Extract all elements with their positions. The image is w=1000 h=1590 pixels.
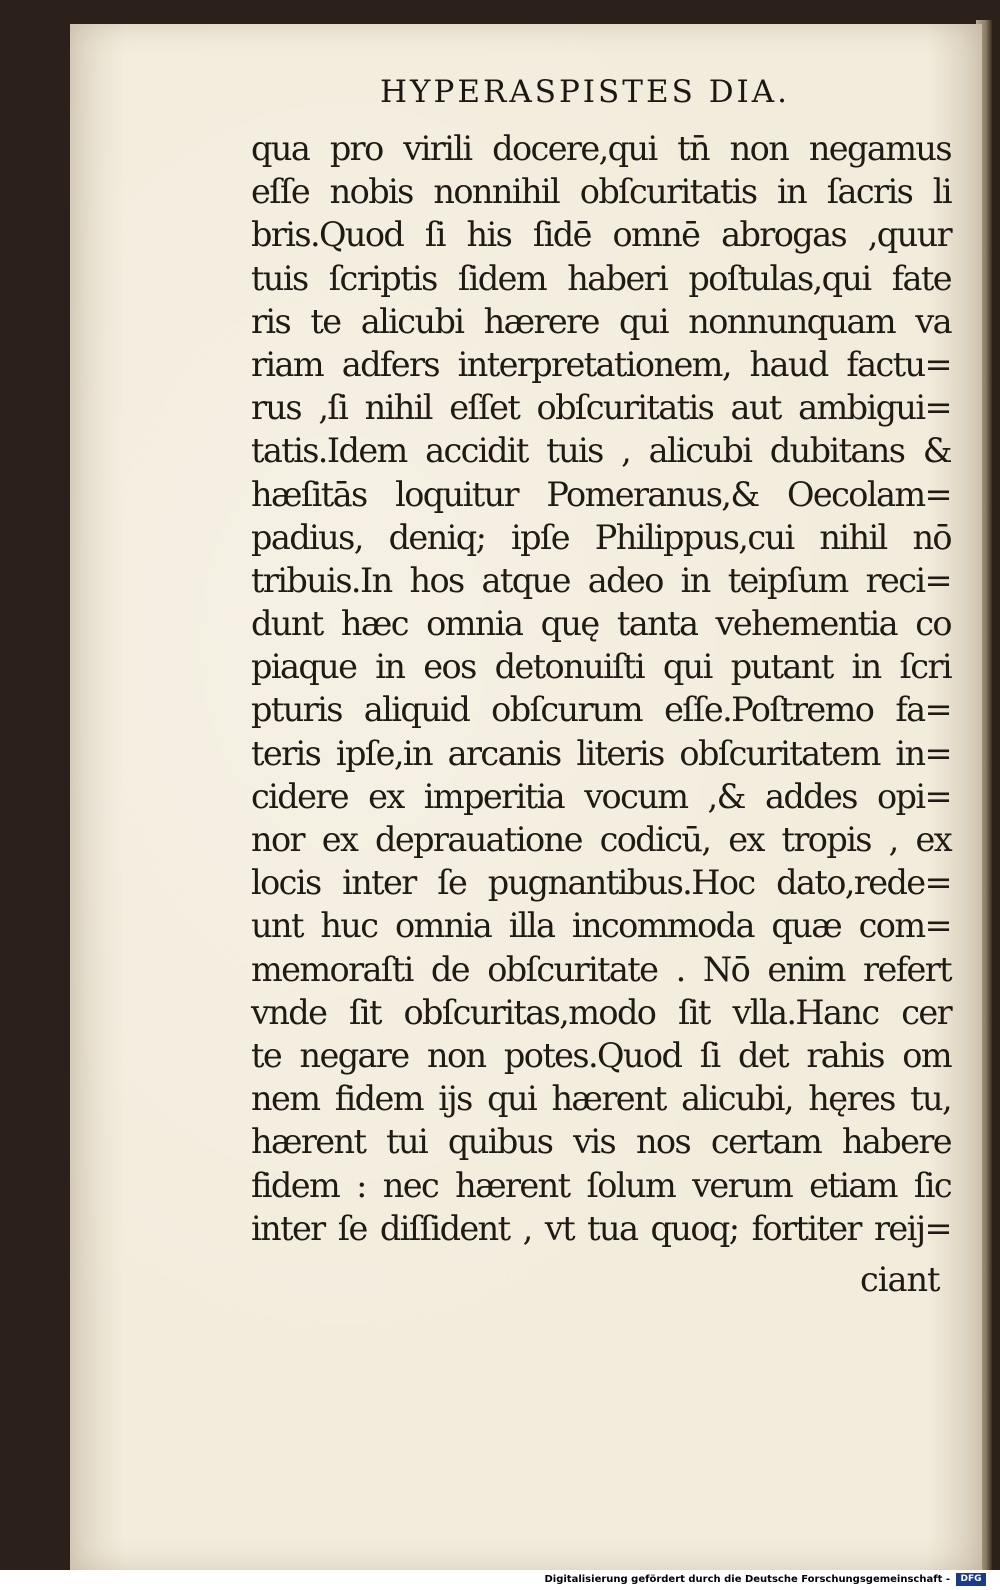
dfg-logo: DFG bbox=[956, 1573, 986, 1586]
text-line: tatis.Idem accidit tuis , alicubi dubitans & bbox=[251, 431, 951, 471]
text-line: ris te alicubi hærere qui nonnunquam va bbox=[251, 301, 951, 341]
digitization-note: Digitalisierung gefördert durch die Deutsche Forschungsgemeinschaft - bbox=[544, 1574, 950, 1585]
text-line: fidem : nec hærent ſolum verum etiam ſic bbox=[251, 1165, 951, 1205]
text-line: hæſitās loquitur Pomeranus,& Oecolam= bbox=[251, 474, 951, 514]
text-line: hærent tui quibus vis nos certam habere bbox=[251, 1122, 951, 1162]
text-line: dunt hæc omnia quę tanta vehementia co bbox=[251, 604, 951, 644]
text-line: pturis aliquid obſcurum eſſe.Poſtremo fa= bbox=[251, 690, 951, 730]
text-line: padius, deniq; ipſe Philippus,cui nihil nō bbox=[251, 517, 951, 557]
text-line: te negare non potes.Quod ſi det rahis om bbox=[251, 1035, 951, 1075]
text-line: nem fidem ijs qui hærent alicubi, hęres tu, bbox=[251, 1079, 951, 1119]
body-text bbox=[251, 127, 951, 1250]
text-line: memoraſti de obſcuritate . Nō enim refert bbox=[251, 949, 951, 989]
catchword: ciant bbox=[860, 1260, 940, 1299]
text-line: eſſe nobis nonnihil obſcuritatis in ſacris li bbox=[251, 172, 951, 212]
running-head: HYPERASPISTES DIA. bbox=[380, 74, 791, 110]
text-line: teris ipſe,in arcanis literis obſcuritatem in= bbox=[251, 733, 951, 773]
text-line: rus ,ſi nihil eſſet obſcuritatis aut ambigui= bbox=[251, 388, 951, 428]
text-line: tribuis.In hos atque adeo in teipſum reci= bbox=[251, 560, 951, 600]
text-line: tuis ſcriptis ſidem haberi poſtulas,qui fate bbox=[251, 258, 951, 298]
text-line: cidere ex imperitia vocum ,& addes opi= bbox=[251, 776, 951, 816]
text-line: locis inter ſe pugnantibus.Hoc dato,rede= bbox=[251, 863, 951, 903]
text-line: piaque in eos detonuiſti qui putant in ſcri bbox=[251, 647, 951, 687]
text-line: riam adfers interpretationem, haud factu= bbox=[251, 344, 951, 384]
text-line: inter ſe diſſident , vt tua quoq; fortiter reij= bbox=[251, 1208, 951, 1248]
text-line: qua pro virili docere,qui tn̄ non negamus bbox=[251, 129, 951, 168]
text-line: nor ex deprauatione codicū, ex tropis , ex bbox=[251, 820, 951, 859]
text-line: vnde ſit obſcuritas,modo ſit vlla.Hanc cer bbox=[251, 992, 951, 1032]
text-line: unt huc omnia illa incommoda quæ com= bbox=[251, 906, 951, 946]
text-line: bris.Quod ſi his ſidē omnē abrogas ,quur bbox=[251, 215, 951, 255]
